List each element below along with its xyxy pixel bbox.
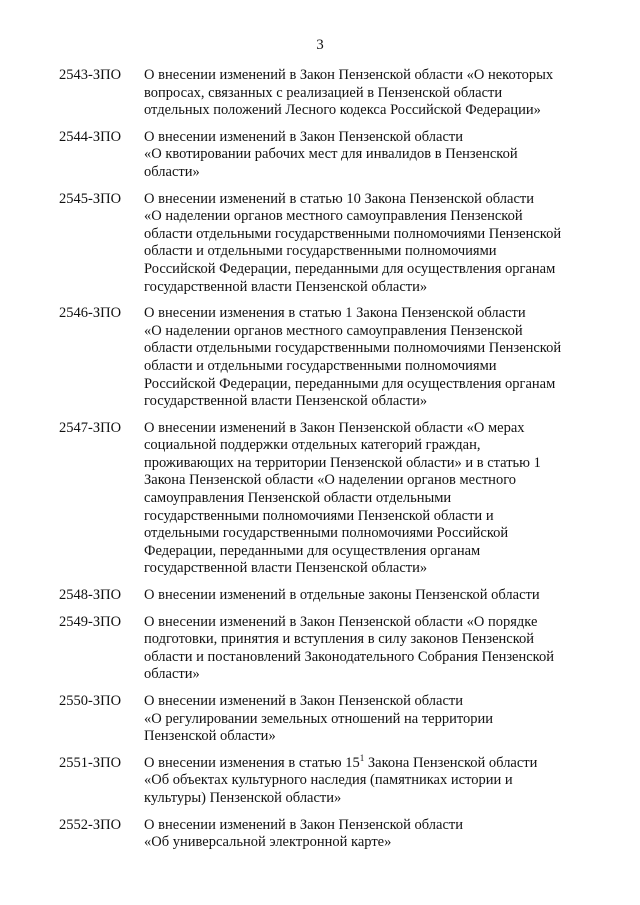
law-title-line: проживающих на территории Пензенской области» и в статью 1 xyxy=(144,454,541,471)
law-title-line: Закона Пензенской области «О наделении органов местного xyxy=(144,472,517,489)
law-title xyxy=(144,587,579,605)
law-title-line: Пензенской области» xyxy=(144,728,276,745)
law-number: 2545-ЗПО xyxy=(59,190,122,207)
law-entry xyxy=(59,67,579,120)
law-number: 2551-ЗПО xyxy=(59,754,122,771)
law-entry xyxy=(59,129,579,182)
law-title-line: О внесении изменений в Закон Пензенской области «О некоторых xyxy=(144,67,554,83)
law-title-line: вопросах, связанных с реализацией в Пензенской области xyxy=(144,84,503,101)
law-entry xyxy=(59,587,579,605)
law-title-line: социальной поддержки отдельных категорий граждан, xyxy=(144,437,481,454)
law-title-line: государственной власти Пензенской области» xyxy=(144,393,428,410)
law-entry xyxy=(59,191,579,297)
law-title-line: самоуправления Пензенской области отдельными xyxy=(144,490,452,507)
law-title-line: «О наделении органов местного самоуправления Пензенской xyxy=(144,322,523,339)
law-title xyxy=(144,305,579,411)
law-title xyxy=(144,817,579,852)
law-title xyxy=(144,693,579,746)
law-title-text: Закона Пензенской области xyxy=(364,754,538,771)
law-title-line: Федерации, переданными для осуществления органам xyxy=(144,542,481,559)
law-title-line: области отдельными государственными полномочиями Пензенской xyxy=(144,340,562,357)
law-title xyxy=(144,752,579,808)
law-title-line: подготовки, принятия и вступления в силу законов Пензенской xyxy=(144,631,535,648)
law-entry xyxy=(59,305,579,411)
law-title xyxy=(144,191,579,297)
law-entry xyxy=(59,614,579,684)
law-number: 2552-ЗПО xyxy=(59,816,122,833)
law-title-line: «О квотировании рабочих мест для инвалидов в Пензенской xyxy=(144,146,518,163)
law-number: 2543-ЗПО xyxy=(59,67,122,83)
law-number: 2549-ЗПО xyxy=(59,613,122,630)
law-title-line: культуры) Пензенской области» xyxy=(144,789,342,806)
law-number: 2546-ЗПО xyxy=(59,305,122,322)
law-title-line: О внесении изменений в Закон Пензенской области xyxy=(144,128,463,145)
law-title-line: Российской Федерации, переданными для осуществления органам xyxy=(144,260,556,277)
law-title-line: О внесении изменений в статью 10 Закона Пензенской области xyxy=(144,190,534,207)
law-title-line: О внесении изменений в Закон Пензенской области «О мерах xyxy=(144,419,525,436)
law-title-line: «О наделении органов местного самоуправления Пензенской xyxy=(144,208,523,225)
law-number: 2544-ЗПО xyxy=(59,128,122,145)
law-title-line: государственными полномочиями Пензенской области и xyxy=(144,507,494,524)
law-number: 2550-ЗПО xyxy=(59,693,122,709)
law-title-line: области и отдельными государственными полномочиями xyxy=(144,243,497,260)
law-title-line: области и отдельными государственными полномочиями xyxy=(144,357,497,374)
law-title-line: государственной власти Пензенской области» xyxy=(144,278,428,295)
law-title-line: «О регулировании земельных отношений на территории xyxy=(144,710,494,727)
law-title-line: О внесении изменений в Закон Пензенской области xyxy=(144,816,463,833)
law-title-line: О внесении изменения в статью 1 Закона Пензенской области xyxy=(144,305,526,322)
law-title-line xyxy=(144,752,579,773)
law-number: 2547-ЗПО xyxy=(59,419,122,436)
law-title-line: области» xyxy=(144,666,200,683)
law-entry xyxy=(59,817,579,852)
page-number: 3 xyxy=(316,37,324,53)
law-entry xyxy=(59,693,579,746)
law-title-line: области и постановлений Законодательного Собрания Пензенской xyxy=(144,648,555,665)
law-title xyxy=(144,67,579,120)
law-title-line: «Об объектах культурного наследия (памятниках истории и xyxy=(144,772,513,789)
law-title xyxy=(144,614,579,684)
law-title-line: О внесении изменений в Закон Пензенской области xyxy=(144,693,463,709)
law-title-line: «Об универсальной электронной карте» xyxy=(144,834,392,851)
law-entry xyxy=(59,420,579,578)
law-list xyxy=(59,67,579,861)
law-title-line: области отдельными государственными полномочиями Пензенской xyxy=(144,225,562,242)
law-title xyxy=(144,420,579,578)
law-entry xyxy=(59,752,579,808)
law-title xyxy=(144,129,579,182)
law-title-line: отдельными государственными полномочиями Российской xyxy=(144,525,509,542)
law-title-line: О внесении изменений в отдельные законы Пензенской области xyxy=(144,587,540,604)
law-title-line: О внесении изменений в Закон Пензенской области «О порядке xyxy=(144,613,538,630)
law-title-line: Российской Федерации, переданными для осуществления органам xyxy=(144,375,556,392)
law-number: 2548-ЗПО xyxy=(59,587,122,604)
law-title-line: отдельных положений Лесного кодекса Российской Федерации» xyxy=(144,102,541,119)
law-title-line: государственной власти Пензенской области» xyxy=(144,560,428,577)
superscript-index: 1 xyxy=(359,752,365,763)
law-title-text: О внесении изменения в статью 15 xyxy=(144,754,360,771)
law-title-line: области» xyxy=(144,163,200,180)
